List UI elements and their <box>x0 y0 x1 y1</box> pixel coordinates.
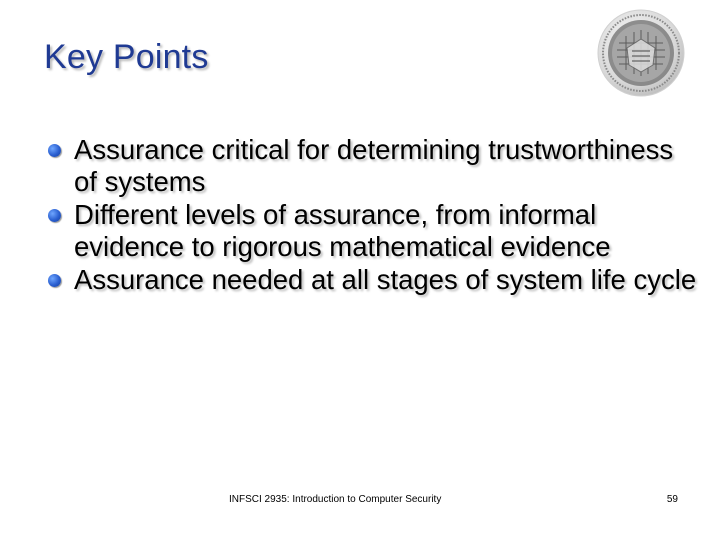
page-number: 59 <box>666 494 678 505</box>
bullet-item-assurance-critical <box>48 134 698 198</box>
slide-title: Key Points <box>44 38 209 76</box>
bullet-item-different-levels <box>48 199 698 263</box>
bullet-dot-icon <box>48 209 61 222</box>
bullet-list <box>48 134 698 297</box>
bullet-item-assurance-needed <box>48 264 698 296</box>
bullet-dot-icon <box>48 274 61 287</box>
bullet-text: Assurance needed at all stages of system life cycle <box>74 264 697 295</box>
university-seal-icon <box>596 8 686 98</box>
bullet-text: Assurance critical for determining trustworthiness of systems <box>74 134 674 197</box>
bullet-text: Different levels of assurance, from informal evidence to rigorous mathematical evidence <box>74 199 611 262</box>
footer-course-title: INFSCI 2935: Introduction to Computer Security <box>229 494 442 505</box>
bullet-dot-icon <box>48 144 61 157</box>
